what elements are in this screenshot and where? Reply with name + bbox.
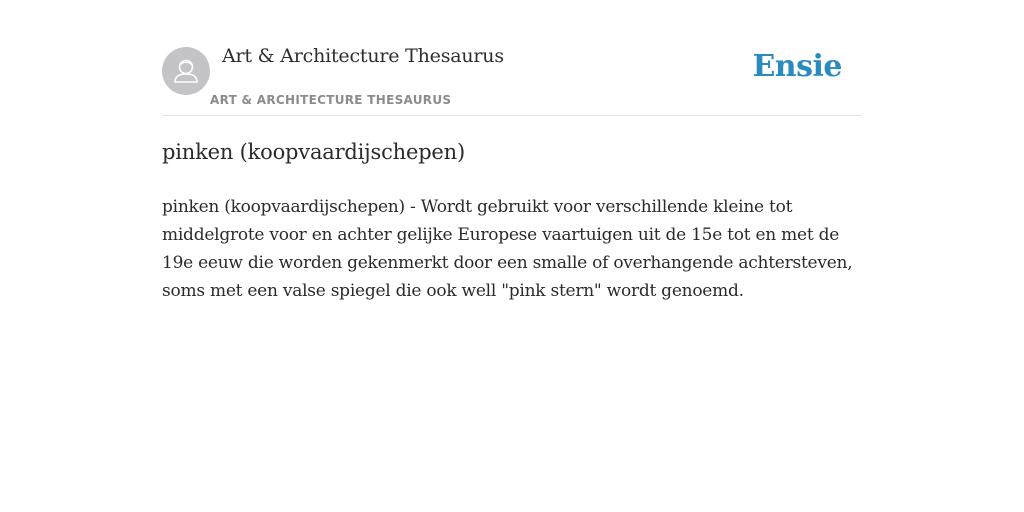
user-icon [162, 47, 210, 95]
author-subtitle[interactable]: ART & ARCHITECTURE THESAURUS [210, 93, 452, 107]
page [162, 0, 862, 512]
page-title: pinken (koopvaardijschepen) [162, 140, 465, 164]
author-name[interactable]: Art & Architecture Thesaurus [222, 45, 504, 67]
brand-logo[interactable]: Ensie [752, 49, 842, 84]
author-avatar[interactable] [162, 47, 210, 95]
article-body: pinken (koopvaardijschepen) - Wordt gebruikt voor verschillende kleine tot middelgrote voor en achter gelijke Europese vaartuigen uit de 15e tot en met de 19e eeuw die worden gekenmerkt door een smalle of overhangende achtersteven, soms met een valse spiegel die ook well "pink stern" wordt genoemd. [162, 197, 853, 301]
header [162, 0, 862, 116]
